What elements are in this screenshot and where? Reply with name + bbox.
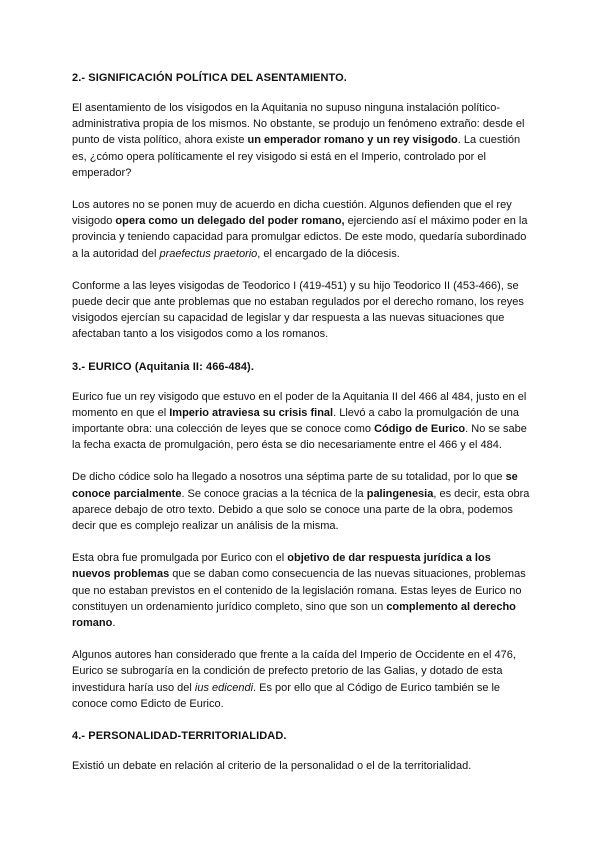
bold-text: Imperio atraviesa su crisis final	[169, 406, 334, 419]
bold-text: un emperador romano y un rey visigodo	[247, 134, 458, 147]
text-run: . No se sabe la fecha exacta de promulgación, pero ésta se dio necesariamente entre el 466 y el 484.	[72, 423, 527, 452]
text-run: Esta obra fue promulgada por Eurico con el	[72, 552, 288, 565]
text-run: Algunos autores han considerado que frente a la caída del Imperio de Occidente en el 476, Eurico se subrogaría en la condición de prefecto pretorio de las Galias, y dotado de esta investidura haría uso del	[72, 649, 516, 694]
paragraph	[72, 278, 532, 343]
italic-text: praefectus praetorio	[159, 247, 258, 260]
text-run: . La cuestión es, ¿cómo opera políticamente el rey visigodo si está en el Imperio, controlado por el emperador?	[72, 134, 521, 179]
paragraph	[72, 389, 532, 454]
paragraph	[72, 100, 532, 181]
text-run: , es decir, esta obra aparece debajo de otro texto. Debido a que solo se conoce una parte de la obra, podemos decir que es complejo realizar un análisis de la misma.	[72, 487, 530, 533]
bold-text: palingenesia	[366, 487, 434, 500]
text-run: .	[112, 617, 116, 630]
bold-text: opera como un delegado del poder romano,	[115, 215, 345, 228]
text-run: que se daban como consecuencia de las nuevas situaciones, problemas que no estaban previstos en el contenido de la legislación romana. Estas leyes de Eurico no constituyen un ordenamiento jurídico completo, sino que son un	[72, 568, 526, 613]
text-run: ejerciendo así el máximo poder en la provincia y teniendo capacidad para promulgar edictos. De este modo, quedaría subordinado a la autoridad del	[72, 215, 528, 260]
text-run: , el encargado de la diócesis.	[257, 247, 400, 260]
paragraph	[72, 758, 532, 774]
section-heading-2: 2.- SIGNIFICACIÓN POLÍTICA DEL ASENTAMIENTO.	[72, 72, 347, 84]
paragraph	[72, 550, 532, 631]
text-run: . Llevó a cabo la promulgación de una importante obra: una colección de leyes que se conoce como	[72, 406, 519, 436]
text-run: El asentamiento de los visigodos en la Aquitania no supuso ninguna instalación político-administrativa propia de los mismos. No obstante, se produjo un fenómeno extraño: desde el punto de vista político, ahora existe	[72, 102, 525, 147]
paragraph	[72, 647, 532, 712]
text-run: . Se conoce gracias a la técnica de la	[181, 487, 367, 500]
bold-text: se conoce parcialmente	[72, 471, 518, 500]
bold-text: Código de Eurico	[374, 423, 466, 436]
text-run: Eurico fue un rey visigodo que estuvo en el poder de la Aquitania II del 466 al 484, justo en el momento en que el	[72, 390, 527, 419]
text-run: Los autores no se ponen muy de acuerdo en dicha cuestión. Algunos defienden que el rey visigodo	[72, 199, 512, 228]
text-run: Conforme a las leyes visigodas de Teodorico I (419-451) y su hijo Teodorico II (453-466), se puede decir que ante problemas que no estaban regulados por el derecho romano, los reyes visigodos ejercían su capacidad de legislar y dar respuesta a las nuevas situaciones que afectaban tanto a los visigodos como a los romanos.	[72, 279, 524, 341]
text-run: . Es por ello que al Código de Eurico también se le conoce como Edicto de Eurico.	[72, 681, 501, 710]
paragraph	[72, 197, 532, 262]
text-run: Existió un debate en relación al criterio de la personalidad o el de la territorialidad.	[72, 760, 472, 773]
section-heading-4: 4.- PERSONALIDAD-TERRITORIALIDAD.	[72, 730, 287, 743]
bold-text: complemento al derecho romano	[72, 600, 516, 630]
document-page	[72, 70, 532, 790]
italic-text: ius edicendi	[194, 681, 254, 694]
paragraph	[72, 469, 532, 534]
bold-text: objetivo de dar respuesta jurídica a los nuevos problemas	[72, 552, 491, 581]
section-heading-3: 3.- EURICO (Aquitania II: 466-484).	[72, 360, 254, 373]
text-run: De dicho códice solo ha llegado a nosotros una séptima parte de su totalidad, por lo que	[72, 471, 506, 484]
